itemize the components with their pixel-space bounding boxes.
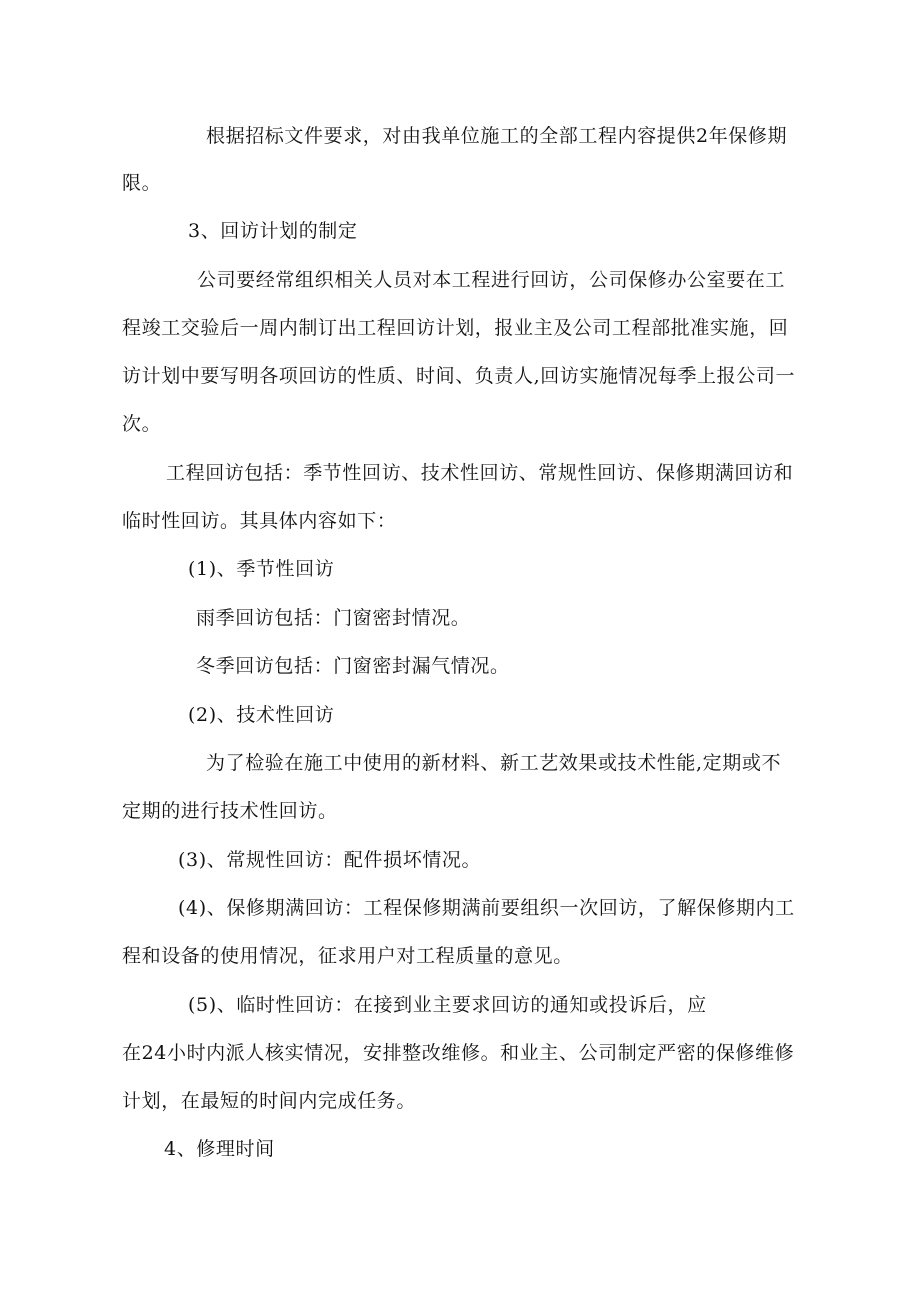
item-temporary-revisit-line-1: (5)、临时性回访：在接到业主要求回访的通知或投诉后，应 bbox=[188, 994, 707, 1016]
paragraph-warranty-line-2: 限。 bbox=[122, 172, 162, 194]
paragraph-revisit-line-3: 访计划中要写明各项回访的性质、时间、负责人,回访实施情况每季上报公司一 bbox=[122, 365, 796, 387]
item-warranty-expiry-line-2: 程和设备的使用情况，征求用户对工程质量的意见。 bbox=[122, 945, 573, 967]
paragraph-warranty-line-1: 根据招标文件要求，对由我单位施工的全部工程内容提供2年保修期 bbox=[206, 125, 788, 147]
subheading-technical-revisit: (2)、技术性回访 bbox=[188, 704, 335, 726]
item-warranty-expiry-line-1: (4)、保修期满回访：工程保修期满前要组织一次回访，了解保修期内工 bbox=[178, 897, 795, 919]
section-heading-repair-time: 4、修理时间 bbox=[164, 1138, 275, 1160]
paragraph-revisit-line-2: 程竣工交验后一周内制订出工程回访计划，报业主及公司工程部批准实施，回 bbox=[122, 317, 789, 339]
paragraph-revisit-line-4: 次。 bbox=[122, 413, 162, 435]
paragraph-types-line-2: 临时性回访。其具体内容如下： bbox=[122, 510, 397, 532]
item-temporary-revisit-line-2: 在24小时内派人核实情况，安排整改维修。和业主、公司制定严密的保修维修 bbox=[122, 1042, 795, 1064]
item-winter-season: 冬季回访包括：门窗密封漏气情况。 bbox=[196, 655, 510, 677]
paragraph-technical-line-2: 定期的进行技术性回访。 bbox=[122, 800, 338, 822]
item-temporary-revisit-line-3: 计划，在最短的时间内完成任务。 bbox=[122, 1090, 417, 1112]
item-routine-revisit: (3)、常规性回访：配件损坏情况。 bbox=[178, 849, 482, 871]
subheading-seasonal-revisit: (1)、季节性回访 bbox=[188, 558, 335, 580]
paragraph-revisit-line-1: 公司要经常组织相关人员对本工程进行回访，公司保修办公室要在工 bbox=[197, 269, 786, 291]
section-heading-revisit-plan: 3、回访计划的制定 bbox=[188, 220, 358, 242]
item-rainy-season: 雨季回访包括：门窗密封情况。 bbox=[196, 607, 471, 629]
paragraph-technical-line-1: 为了检验在施工中使用的新材料、新工艺效果或技术性能,定期或不 bbox=[206, 752, 782, 774]
paragraph-types-line-1: 工程回访包括：季节性回访、技术性回访、常规性回访、保修期满回访和 bbox=[166, 462, 794, 484]
